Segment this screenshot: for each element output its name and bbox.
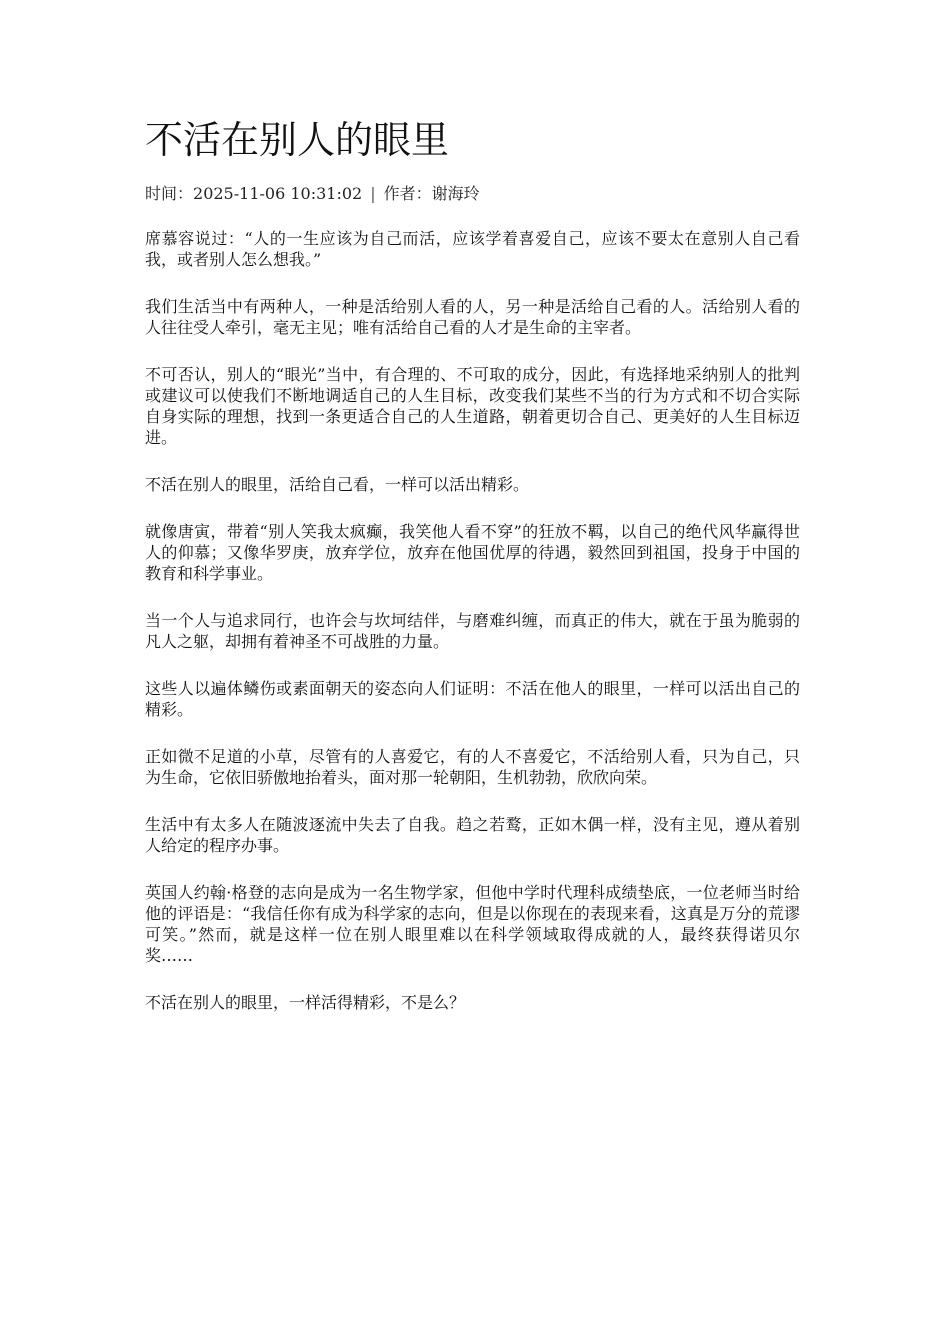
article-meta <box>145 182 800 206</box>
paragraph: 不可否认，别人的“眼光”当中，有合理的、不可取的成分，因此，有选择地采纳别人的批判或建议可以使我们不断地调适自己的人生目标，改变我们某些不当的行为方式和不切合实际自身实际的理想，找到一条更适合自己的人生道路，朝着更切合自己、更美好的人生目标迈进。 <box>145 365 800 447</box>
paragraph: 正如微不足道的小草，尽管有的人喜爱它，有的人不喜爱它，不活给别人看，只为自己，只为生命，它依旧骄傲地抬着头，面对那一轮朝阳，生机勃勃，欣欣向荣。 <box>145 747 800 787</box>
author-value: 谢海玲 <box>431 184 480 203</box>
time-label: 时间： <box>145 184 194 203</box>
author-label: 作者： <box>383 184 432 203</box>
meta-separator: | <box>370 184 376 203</box>
paragraph: 我们生活当中有两种人，一种是活给别人看的人，另一种是活给自己看的人。活给别人看的人往往受人牵引，毫无主见；唯有活给自己看的人才是生命的主宰者。 <box>145 297 800 337</box>
article-body <box>145 228 800 1013</box>
paragraph: 当一个人与追求同行，也许会与坎坷结伴，与磨难纠缠，而真正的伟大，就在于虽为脆弱的凡人之躯，却拥有着神圣不可战胜的力量。 <box>145 611 800 651</box>
paragraph: 不活在别人的眼里，活给自己看，一样可以活出精彩。 <box>145 475 530 494</box>
paragraph: 不活在别人的眼里，一样活得精彩，不是么？ <box>145 993 466 1012</box>
article <box>145 112 800 1039</box>
paragraph: 这些人以遍体鳞伤或素面朝天的姿态向人们证明：不活在他人的眼里，一样可以活出自己的精彩。 <box>145 679 800 719</box>
paragraph: 英国人约翰·格登的志向是成为一名生物学家，但他中学时代理科成绩垫底，一位老师当时给他的评语是：“我信任你有成为科学家的志向，但是以你现在的表现来看，这真是万分的荒谬可笑。”然而，就是这样一位在别人眼里难以在科学领域取得成就的人，最终获得诺贝尔奖…… <box>145 883 800 965</box>
article-title: 不活在别人的眼里 <box>145 118 450 162</box>
time-value: 2025-11-06 10:31:02 <box>193 184 363 203</box>
paragraph: 就像唐寅，带着“别人笑我太疯癫，我笑他人看不穿”的狂放不羁，以自己的绝代风华赢得世人的仰慕；又像华罗庚，放弃学位，放弃在他国优厚的待遇，毅然回到祖国，投身于中国的教育和科学事业。 <box>145 522 800 583</box>
paragraph: 生活中有太多人在随波逐流中失去了自我。趋之若鹜，正如木偶一样，没有主见，遵从着别人给定的程序办事。 <box>145 815 800 855</box>
paragraph: 席慕容说过：“人的一生应该为自己而活，应该学着喜爱自己，应该不要太在意别人自己看我，或者别人怎么想我。” <box>145 229 800 269</box>
